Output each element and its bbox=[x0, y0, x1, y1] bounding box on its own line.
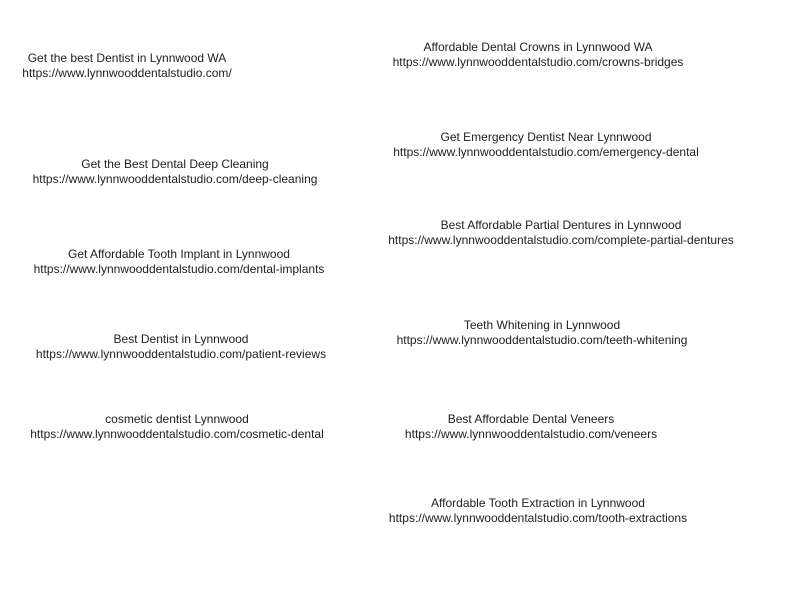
result-url: https://www.lynnwooddentalstudio.com/deep-cleaning bbox=[32, 172, 318, 186]
result-title[interactable]: Affordable Dental Crowns in Lynnwood WA bbox=[423, 40, 653, 54]
link-entry-cosmetic-dental bbox=[30, 412, 323, 442]
link-entry-crowns-bridges bbox=[393, 40, 684, 70]
result-url: https://www.lynnwooddentalstudio.com/tooth-extractions bbox=[388, 511, 688, 525]
link-entry-partial-dentures bbox=[388, 218, 734, 248]
link-entry-home bbox=[22, 51, 231, 81]
result-title[interactable]: Get Affordable Tooth Implant in Lynnwood bbox=[68, 247, 290, 261]
result-url: https://www.lynnwooddentalstudio.com/veneers bbox=[404, 427, 658, 441]
link-entry-emergency-dental bbox=[393, 130, 699, 160]
result-title[interactable]: Affordable Tooth Extraction in Lynnwood bbox=[431, 496, 645, 510]
result-url: https://www.lynnwooddentalstudio.com/cosmetic-dental bbox=[30, 427, 324, 441]
result-title[interactable]: Get the best Dentist in Lynnwood WA bbox=[27, 51, 227, 65]
result-title[interactable]: Get Emergency Dentist Near Lynnwood bbox=[440, 130, 652, 144]
link-entry-patient-reviews bbox=[36, 332, 326, 362]
result-url: https://www.lynnwooddentalstudio.com/patient-reviews bbox=[35, 347, 327, 361]
link-entry-teeth-whitening bbox=[397, 318, 688, 348]
result-url: https://www.lynnwooddentalstudio.com/dental-implants bbox=[33, 262, 325, 276]
link-entry-veneers bbox=[405, 412, 657, 442]
link-entry-deep-cleaning bbox=[33, 157, 318, 187]
result-url: https://www.lynnwooddentalstudio.com/ bbox=[22, 66, 232, 80]
result-url: https://www.lynnwooddentalstudio.com/complete-partial-dentures bbox=[388, 233, 734, 247]
result-url: https://www.lynnwooddentalstudio.com/teeth-whitening bbox=[396, 333, 688, 347]
result-title[interactable]: Get the Best Dental Deep Cleaning bbox=[81, 157, 269, 171]
result-url: https://www.lynnwooddentalstudio.com/crowns-bridges bbox=[392, 55, 684, 69]
result-title[interactable]: cosmetic dentist Lynnwood bbox=[105, 412, 249, 426]
result-title[interactable]: Best Dentist in Lynnwood bbox=[113, 332, 249, 346]
result-title[interactable]: Teeth Whitening in Lynnwood bbox=[463, 318, 621, 332]
result-url: https://www.lynnwooddentalstudio.com/emergency-dental bbox=[393, 145, 699, 159]
result-title[interactable]: Best Affordable Partial Dentures in Lynnwood bbox=[440, 218, 682, 232]
link-entry-tooth-extractions bbox=[389, 496, 687, 526]
link-entry-dental-implants bbox=[34, 247, 325, 277]
result-title[interactable]: Best Affordable Dental Veneers bbox=[447, 412, 615, 426]
